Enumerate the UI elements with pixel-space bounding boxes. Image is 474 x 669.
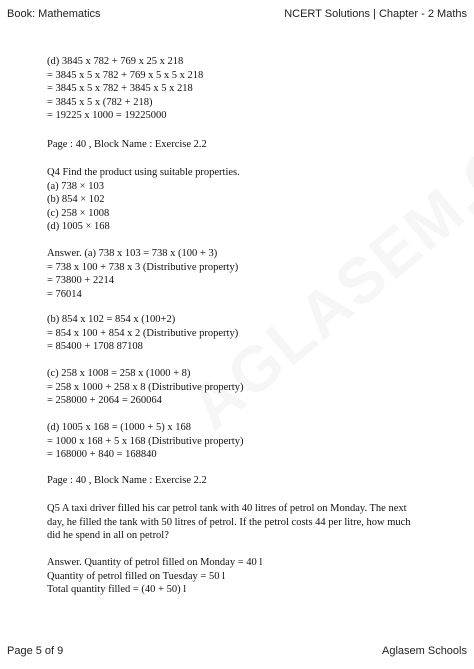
question-block bbox=[47, 502, 467, 543]
text-line: Answer. Quantity of petrol filled on Monday = 40 l bbox=[47, 557, 263, 568]
text-line: = 73800 + 2214 bbox=[47, 275, 114, 287]
footer-brand: Aglasem Schools bbox=[382, 645, 467, 657]
text-line: = 1000 x 168 + 5 x 168 (Distributive property) bbox=[47, 435, 244, 447]
page-footer bbox=[0, 645, 474, 665]
text-line: = 3845 x 5 x 782 + 3845 x 5 x 218 bbox=[47, 83, 193, 95]
text-line: = 738 x 100 + 738 x 3 (Distributive property) bbox=[47, 261, 239, 273]
text-line: = 258 x 1000 + 258 x 8 (Distributive property) bbox=[47, 381, 244, 393]
text-line: = 854 x 100 + 854 x 2 (Distributive property) bbox=[47, 327, 239, 339]
solution-block bbox=[47, 55, 467, 123]
text-line: = 76014 bbox=[47, 288, 82, 300]
page-header bbox=[0, 0, 474, 30]
text-line: Answer. (a) 738 x 103 = 738 x (100 + 3) bbox=[47, 248, 218, 259]
text-line: Q5 A taxi driver filled his car petrol tank with 40 litres of petrol on Monday. The next bbox=[47, 503, 407, 514]
book-title: Book: Mathematics bbox=[7, 8, 101, 20]
text-line: (b) 854 × 102 bbox=[47, 194, 105, 206]
text-line: (d) 1005 x 168 = (1000 + 5) x 168 bbox=[47, 422, 191, 433]
text-line: (d) 3845 x 782 + 769 x 25 x 218 bbox=[47, 56, 184, 67]
page-number: Page 5 of 9 bbox=[7, 645, 64, 657]
question-block bbox=[47, 166, 467, 234]
text-line: = 3845 x 5 x 782 + 769 x 5 x 5 x 218 bbox=[47, 69, 204, 81]
text-line: Q4 Find the product using suitable properties. bbox=[47, 167, 240, 178]
text-line: = 168000 + 840 = 168840 bbox=[47, 449, 157, 461]
text-line: day, he filled the tank with 50 litres of petrol. If the petrol costs 44 per litre, how much bbox=[47, 516, 411, 528]
text-line: = 85400 + 1708 87108 bbox=[47, 341, 143, 353]
text-line: Page : 40 , Block Name : Exercise 2.2 bbox=[47, 139, 207, 150]
page-reference bbox=[47, 474, 467, 488]
text-line: Total quantity filled = (40 + 50) l bbox=[47, 584, 187, 596]
text-line: (b) 854 x 102 = 854 x (100+2) bbox=[47, 314, 176, 325]
text-line: (a) 738 × 103 bbox=[47, 180, 104, 192]
answer-block bbox=[47, 247, 467, 301]
chapter-title: NCERT Solutions | Chapter - 2 Maths bbox=[284, 8, 467, 20]
text-line: (c) 258 × 1008 bbox=[47, 207, 110, 219]
text-line: (d) 1005 × 168 bbox=[47, 221, 110, 233]
text-line: = 258000 + 2064 = 260064 bbox=[47, 395, 162, 407]
text-line: Page : 40 , Block Name : Exercise 2.2 bbox=[47, 475, 207, 486]
text-line: Quantity of petrol filled on Tuesday = 50 l bbox=[47, 570, 225, 582]
answer-block bbox=[47, 367, 467, 408]
text-line: did he spend in all on petrol? bbox=[47, 530, 169, 542]
text-line: = 3845 x 5 x (782 + 218) bbox=[47, 96, 153, 108]
answer-block bbox=[47, 421, 467, 462]
answer-block bbox=[47, 556, 467, 597]
text-line: (c) 258 x 1008 = 258 x (1000 + 8) bbox=[47, 368, 191, 379]
text-line: = 19225 x 1000 = 19225000 bbox=[47, 110, 167, 122]
page-reference bbox=[47, 138, 467, 152]
answer-block bbox=[47, 313, 467, 354]
